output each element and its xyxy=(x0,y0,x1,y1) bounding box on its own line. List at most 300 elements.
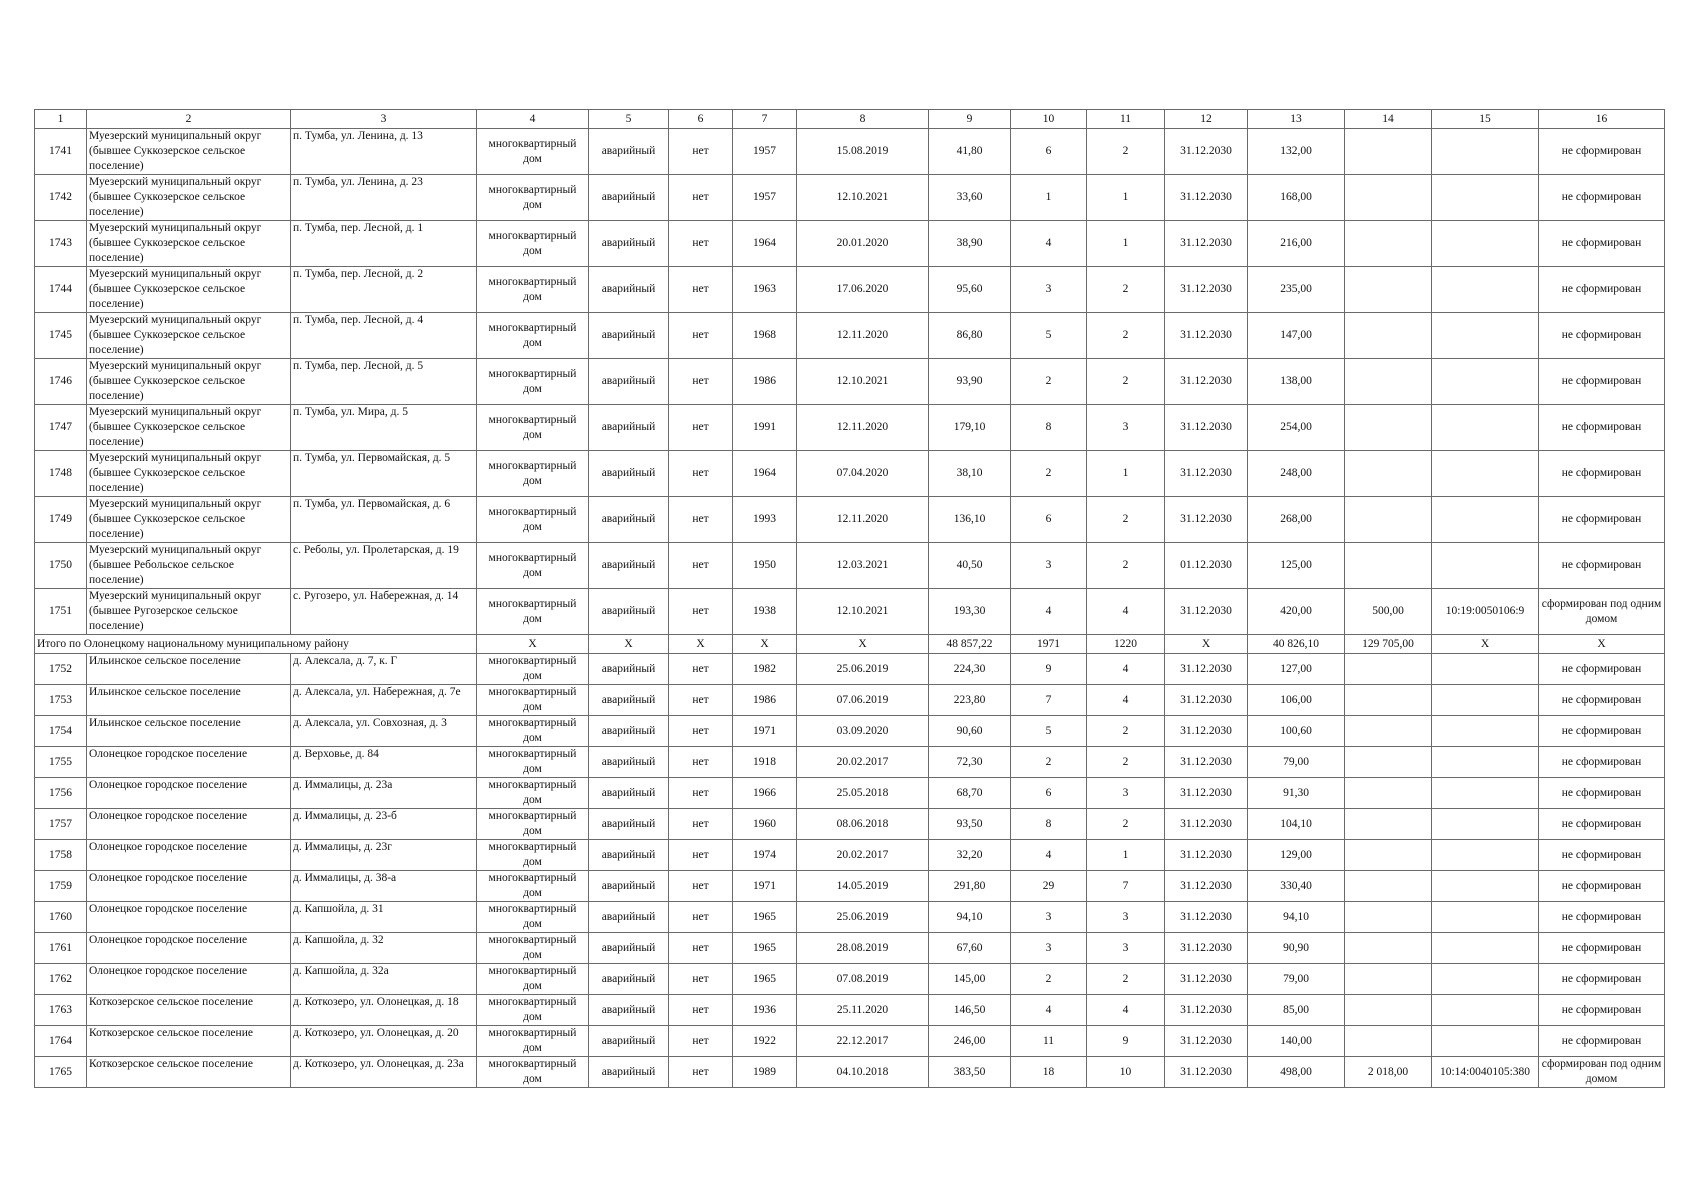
cell-c15 xyxy=(1432,654,1539,685)
cell-state: аварийный xyxy=(589,1026,669,1057)
cell-c11: 9 xyxy=(1087,1026,1165,1057)
cell-year: 1993 xyxy=(733,497,797,543)
cell-state: аварийный xyxy=(589,716,669,747)
column-number-cell: 11 xyxy=(1087,110,1165,129)
cell-n: 1755 xyxy=(35,747,87,778)
cell-c13: 216,00 xyxy=(1248,221,1345,267)
cell-c12: 31.12.2030 xyxy=(1165,840,1248,871)
cell-area: 146,50 xyxy=(929,995,1011,1026)
cell-n: 1743 xyxy=(35,221,87,267)
cell-c6: нет xyxy=(669,871,733,902)
cell-mun: Ильинское сельское поселение xyxy=(87,685,291,716)
cell-c14 xyxy=(1345,995,1432,1026)
cell-c15 xyxy=(1432,267,1539,313)
cell-state: аварийный xyxy=(589,313,669,359)
cell-date: 03.09.2020 xyxy=(797,716,929,747)
cell-c16: не сформирован xyxy=(1539,313,1665,359)
cell-c15 xyxy=(1432,778,1539,809)
cell-c13: 125,00 xyxy=(1248,543,1345,589)
table-row xyxy=(35,809,1665,840)
cell-c14 xyxy=(1345,451,1432,497)
cell-c16: не сформирован xyxy=(1539,267,1665,313)
cell-date: 20.02.2017 xyxy=(797,747,929,778)
cell-c13: 85,00 xyxy=(1248,995,1345,1026)
cell-year: 1938 xyxy=(733,589,797,635)
cell-c10: 5 xyxy=(1011,716,1087,747)
cell-c12: 31.12.2030 xyxy=(1165,809,1248,840)
housing-register-table xyxy=(34,109,1665,1088)
cell-c15 xyxy=(1432,405,1539,451)
cell-date: 07.08.2019 xyxy=(797,964,929,995)
cell-n: 1760 xyxy=(35,902,87,933)
cell-addr: д. Коткозеро, ул. Олонецкая, д. 23а xyxy=(291,1057,477,1088)
cell-c6: нет xyxy=(669,313,733,359)
cell-c11: 1 xyxy=(1087,451,1165,497)
cell-c16: не сформирован xyxy=(1539,871,1665,902)
cell-date: 22.12.2017 xyxy=(797,1026,929,1057)
cell-c13: 268,00 xyxy=(1248,497,1345,543)
cell-c6: нет xyxy=(669,543,733,589)
cell-c14 xyxy=(1345,543,1432,589)
cell-c12: 01.12.2030 xyxy=(1165,543,1248,589)
cell-date: 07.06.2019 xyxy=(797,685,929,716)
cell-c10: 2 xyxy=(1011,964,1087,995)
district-total-row xyxy=(35,635,1665,654)
cell-c16: не сформирован xyxy=(1539,716,1665,747)
column-number-cell: 12 xyxy=(1165,110,1248,129)
table-row xyxy=(35,840,1665,871)
cell-c13: 104,10 xyxy=(1248,809,1345,840)
table-row xyxy=(35,995,1665,1026)
cell-c16: не сформирован xyxy=(1539,995,1665,1026)
cell-c11: 2 xyxy=(1087,964,1165,995)
cell-date: 20.02.2017 xyxy=(797,840,929,871)
column-number-cell: 7 xyxy=(733,110,797,129)
cell-mun: Коткозерское сельское поселение xyxy=(87,995,291,1026)
cell-type: многоквартирный дом xyxy=(477,964,589,995)
cell-year: 1982 xyxy=(733,654,797,685)
cell-c13: 147,00 xyxy=(1248,313,1345,359)
cell-type: многоквартирный дом xyxy=(477,497,589,543)
cell-type: многоквартирный дом xyxy=(477,129,589,175)
cell-c10: 29 xyxy=(1011,871,1087,902)
cell-c12: 31.12.2030 xyxy=(1165,995,1248,1026)
cell-c16: не сформирован xyxy=(1539,543,1665,589)
table-row xyxy=(35,654,1665,685)
cell-area: 95,60 xyxy=(929,267,1011,313)
cell-addr: п. Тумба, пер. Лесной, д. 4 xyxy=(291,313,477,359)
cell-date: 20.01.2020 xyxy=(797,221,929,267)
cell-date: 25.06.2019 xyxy=(797,902,929,933)
cell-c11: 2 xyxy=(1087,313,1165,359)
cell-state: аварийный xyxy=(589,685,669,716)
cell-mun: Олонецкое городское поселение xyxy=(87,747,291,778)
cell-c13: 91,30 xyxy=(1248,778,1345,809)
cell-date: 17.06.2020 xyxy=(797,267,929,313)
cell-area: 224,30 xyxy=(929,654,1011,685)
cell-addr: с. Реболы, ул. Пролетарская, д. 19 xyxy=(291,543,477,589)
cell-type: многоквартирный дом xyxy=(477,175,589,221)
cell-area: 86,80 xyxy=(929,313,1011,359)
cell-area: 94,10 xyxy=(929,902,1011,933)
table-row xyxy=(35,175,1665,221)
total-cell-c14: 129 705,00 xyxy=(1345,635,1432,654)
cell-type: многоквартирный дом xyxy=(477,716,589,747)
cell-c15 xyxy=(1432,747,1539,778)
cell-c10: 8 xyxy=(1011,405,1087,451)
cell-c11: 3 xyxy=(1087,933,1165,964)
cell-area: 90,60 xyxy=(929,716,1011,747)
cell-c12: 31.12.2030 xyxy=(1165,497,1248,543)
cell-area: 38,10 xyxy=(929,451,1011,497)
cell-n: 1753 xyxy=(35,685,87,716)
cell-year: 1965 xyxy=(733,933,797,964)
column-number-cell: 16 xyxy=(1539,110,1665,129)
cell-c16: не сформирован xyxy=(1539,1026,1665,1057)
cell-c11: 3 xyxy=(1087,405,1165,451)
cell-type: многоквартирный дом xyxy=(477,543,589,589)
cell-n: 1741 xyxy=(35,129,87,175)
cell-addr: с. Ругозеро, ул. Набережная, д. 14 xyxy=(291,589,477,635)
cell-type: многоквартирный дом xyxy=(477,685,589,716)
cell-n: 1747 xyxy=(35,405,87,451)
cell-c11: 10 xyxy=(1087,1057,1165,1088)
cell-state: аварийный xyxy=(589,1057,669,1088)
cell-c13: 106,00 xyxy=(1248,685,1345,716)
cell-date: 12.10.2021 xyxy=(797,359,929,405)
cell-c15 xyxy=(1432,809,1539,840)
cell-type: многоквартирный дом xyxy=(477,451,589,497)
cell-c11: 1 xyxy=(1087,175,1165,221)
cell-c12: 31.12.2030 xyxy=(1165,778,1248,809)
table-row xyxy=(35,685,1665,716)
column-number-cell: 10 xyxy=(1011,110,1087,129)
cell-c10: 2 xyxy=(1011,359,1087,405)
cell-date: 15.08.2019 xyxy=(797,129,929,175)
cell-date: 04.10.2018 xyxy=(797,1057,929,1088)
cell-year: 1968 xyxy=(733,313,797,359)
cell-c11: 2 xyxy=(1087,809,1165,840)
cell-mun: Муезерский муниципальный округ (бывшее Суккозерское сельское поселение) xyxy=(87,405,291,451)
cell-state: аварийный xyxy=(589,359,669,405)
cell-year: 1957 xyxy=(733,129,797,175)
cell-n: 1754 xyxy=(35,716,87,747)
cell-c15 xyxy=(1432,451,1539,497)
cell-c13: 235,00 xyxy=(1248,267,1345,313)
cell-date: 12.10.2021 xyxy=(797,175,929,221)
cell-c16: не сформирован xyxy=(1539,405,1665,451)
cell-c10: 2 xyxy=(1011,451,1087,497)
cell-type: многоквартирный дом xyxy=(477,1026,589,1057)
column-number-cell: 4 xyxy=(477,110,589,129)
cell-c10: 3 xyxy=(1011,933,1087,964)
cell-mun: Муезерский муниципальный округ (бывшее Суккозерское сельское поселение) xyxy=(87,313,291,359)
cell-addr: д. Иммалицы, д. 23г xyxy=(291,840,477,871)
cell-c6: нет xyxy=(669,1057,733,1088)
cell-area: 41,80 xyxy=(929,129,1011,175)
cell-c16: не сформирован xyxy=(1539,840,1665,871)
cell-state: аварийный xyxy=(589,589,669,635)
cell-c15 xyxy=(1432,175,1539,221)
cell-addr: п. Тумба, пер. Лесной, д. 1 xyxy=(291,221,477,267)
cell-date: 08.06.2018 xyxy=(797,809,929,840)
cell-year: 1971 xyxy=(733,716,797,747)
cell-c11: 3 xyxy=(1087,778,1165,809)
column-number-cell: 9 xyxy=(929,110,1011,129)
cell-type: многоквартирный дом xyxy=(477,902,589,933)
cell-c14 xyxy=(1345,685,1432,716)
cell-c16: не сформирован xyxy=(1539,685,1665,716)
cell-c10: 4 xyxy=(1011,589,1087,635)
total-cell-c16: X xyxy=(1539,635,1665,654)
cell-state: аварийный xyxy=(589,654,669,685)
cell-c14 xyxy=(1345,809,1432,840)
cell-type: многоквартирный дом xyxy=(477,313,589,359)
total-cell-c10: 1971 xyxy=(1011,635,1087,654)
cell-c11: 4 xyxy=(1087,685,1165,716)
cell-n: 1748 xyxy=(35,451,87,497)
cell-date: 14.05.2019 xyxy=(797,871,929,902)
cell-addr: п. Тумба, ул. Ленина, д. 23 xyxy=(291,175,477,221)
total-cell-c8: X xyxy=(797,635,929,654)
cell-c16: не сформирован xyxy=(1539,747,1665,778)
cell-year: 1974 xyxy=(733,840,797,871)
cell-state: аварийный xyxy=(589,995,669,1026)
cell-mun: Олонецкое городское поселение xyxy=(87,871,291,902)
cell-area: 40,50 xyxy=(929,543,1011,589)
cell-type: многоквартирный дом xyxy=(477,933,589,964)
cell-c12: 31.12.2030 xyxy=(1165,451,1248,497)
cell-type: многоквартирный дом xyxy=(477,840,589,871)
cell-n: 1765 xyxy=(35,1057,87,1088)
cell-mun: Муезерский муниципальный округ (бывшее Ребольское сельское поселение) xyxy=(87,543,291,589)
cell-c15 xyxy=(1432,685,1539,716)
cell-mun: Муезерский муниципальный округ (бывшее Суккозерское сельское поселение) xyxy=(87,359,291,405)
cell-n: 1750 xyxy=(35,543,87,589)
cell-c6: нет xyxy=(669,221,733,267)
cell-n: 1752 xyxy=(35,654,87,685)
cell-addr: д. Иммалицы, д. 23а xyxy=(291,778,477,809)
cell-c13: 138,00 xyxy=(1248,359,1345,405)
cell-c14 xyxy=(1345,902,1432,933)
cell-c12: 31.12.2030 xyxy=(1165,871,1248,902)
cell-n: 1763 xyxy=(35,995,87,1026)
cell-c10: 3 xyxy=(1011,543,1087,589)
total-cell-c7: X xyxy=(733,635,797,654)
table-row xyxy=(35,129,1665,175)
table-row xyxy=(35,902,1665,933)
cell-area: 72,30 xyxy=(929,747,1011,778)
cell-c6: нет xyxy=(669,716,733,747)
cell-area: 32,20 xyxy=(929,840,1011,871)
table-row xyxy=(35,497,1665,543)
cell-c6: нет xyxy=(669,685,733,716)
cell-type: многоквартирный дом xyxy=(477,1057,589,1088)
cell-c12: 31.12.2030 xyxy=(1165,267,1248,313)
total-cell-c4: X xyxy=(477,635,589,654)
cell-addr: п. Тумба, ул. Мира, д. 5 xyxy=(291,405,477,451)
cell-state: аварийный xyxy=(589,175,669,221)
cell-c10: 8 xyxy=(1011,809,1087,840)
cell-c11: 3 xyxy=(1087,902,1165,933)
cell-mun: Олонецкое городское поселение xyxy=(87,933,291,964)
cell-c10: 11 xyxy=(1011,1026,1087,1057)
cell-c10: 7 xyxy=(1011,685,1087,716)
cell-mun: Коткозерское сельское поселение xyxy=(87,1026,291,1057)
cell-c10: 4 xyxy=(1011,840,1087,871)
column-number-cell: 6 xyxy=(669,110,733,129)
cell-c6: нет xyxy=(669,451,733,497)
cell-area: 291,80 xyxy=(929,871,1011,902)
cell-c12: 31.12.2030 xyxy=(1165,129,1248,175)
total-cell-c13: 40 826,10 xyxy=(1248,635,1345,654)
cell-c6: нет xyxy=(669,778,733,809)
cell-addr: д. Иммалицы, д. 23-б xyxy=(291,809,477,840)
cell-state: аварийный xyxy=(589,964,669,995)
table-row xyxy=(35,1026,1665,1057)
cell-c12: 31.12.2030 xyxy=(1165,359,1248,405)
cell-c6: нет xyxy=(669,129,733,175)
cell-area: 179,10 xyxy=(929,405,1011,451)
table-row xyxy=(35,451,1665,497)
cell-n: 1749 xyxy=(35,497,87,543)
cell-area: 246,00 xyxy=(929,1026,1011,1057)
cell-c16: не сформирован xyxy=(1539,451,1665,497)
cell-addr: п. Тумба, ул. Первомайская, д. 5 xyxy=(291,451,477,497)
cell-year: 1964 xyxy=(733,221,797,267)
cell-c16: не сформирован xyxy=(1539,933,1665,964)
table-row xyxy=(35,543,1665,589)
cell-c12: 31.12.2030 xyxy=(1165,964,1248,995)
cell-type: многоквартирный дом xyxy=(477,405,589,451)
cell-c11: 2 xyxy=(1087,129,1165,175)
cell-date: 12.11.2020 xyxy=(797,405,929,451)
cell-c6: нет xyxy=(669,809,733,840)
cell-c13: 330,40 xyxy=(1248,871,1345,902)
table-row xyxy=(35,405,1665,451)
cell-c12: 31.12.2030 xyxy=(1165,747,1248,778)
cell-type: многоквартирный дом xyxy=(477,871,589,902)
cell-c6: нет xyxy=(669,175,733,221)
cell-date: 25.05.2018 xyxy=(797,778,929,809)
cell-year: 1960 xyxy=(733,809,797,840)
cell-mun: Олонецкое городское поселение xyxy=(87,778,291,809)
cell-n: 1761 xyxy=(35,933,87,964)
cell-state: аварийный xyxy=(589,405,669,451)
cell-c11: 1 xyxy=(1087,840,1165,871)
cell-state: аварийный xyxy=(589,543,669,589)
cell-c12: 31.12.2030 xyxy=(1165,1026,1248,1057)
cell-c14 xyxy=(1345,840,1432,871)
cell-c11: 4 xyxy=(1087,995,1165,1026)
cell-mun: Ильинское сельское поселение xyxy=(87,654,291,685)
cell-n: 1762 xyxy=(35,964,87,995)
cell-c6: нет xyxy=(669,995,733,1026)
cell-state: аварийный xyxy=(589,809,669,840)
cell-date: 12.03.2021 xyxy=(797,543,929,589)
cell-c10: 1 xyxy=(1011,175,1087,221)
cell-c10: 9 xyxy=(1011,654,1087,685)
cell-c16: не сформирован xyxy=(1539,221,1665,267)
table-row xyxy=(35,589,1665,635)
cell-c13: 420,00 xyxy=(1248,589,1345,635)
cell-c11: 2 xyxy=(1087,747,1165,778)
cell-type: многоквартирный дом xyxy=(477,995,589,1026)
cell-n: 1746 xyxy=(35,359,87,405)
total-cell-c9: 48 857,22 xyxy=(929,635,1011,654)
cell-area: 67,60 xyxy=(929,933,1011,964)
cell-c12: 31.12.2030 xyxy=(1165,902,1248,933)
column-number-cell: 13 xyxy=(1248,110,1345,129)
cell-addr: д. Верховье, д. 84 xyxy=(291,747,477,778)
cell-c12: 31.12.2030 xyxy=(1165,933,1248,964)
cell-addr: д. Коткозеро, ул. Олонецкая, д. 18 xyxy=(291,995,477,1026)
total-cell-c12: X xyxy=(1165,635,1248,654)
cell-c6: нет xyxy=(669,902,733,933)
cell-c6: нет xyxy=(669,405,733,451)
cell-mun: Муезерский муниципальный округ (бывшее Ругозерское сельское поселение) xyxy=(87,589,291,635)
cell-c15 xyxy=(1432,933,1539,964)
cell-c12: 31.12.2030 xyxy=(1165,1057,1248,1088)
cell-c15 xyxy=(1432,543,1539,589)
cell-date: 12.11.2020 xyxy=(797,313,929,359)
cell-area: 145,00 xyxy=(929,964,1011,995)
cell-c14 xyxy=(1345,654,1432,685)
cell-state: аварийный xyxy=(589,871,669,902)
cell-mun: Олонецкое городское поселение xyxy=(87,809,291,840)
column-number-row xyxy=(35,110,1665,129)
cell-c12: 31.12.2030 xyxy=(1165,221,1248,267)
cell-c15 xyxy=(1432,313,1539,359)
cell-state: аварийный xyxy=(589,840,669,871)
cell-n: 1751 xyxy=(35,589,87,635)
cell-c15 xyxy=(1432,840,1539,871)
cell-c15 xyxy=(1432,871,1539,902)
cell-c10: 5 xyxy=(1011,313,1087,359)
cell-c6: нет xyxy=(669,964,733,995)
cell-type: многоквартирный дом xyxy=(477,589,589,635)
cell-c16: сформирован под одним домом xyxy=(1539,589,1665,635)
district-total-label: Итого по Олонецкому национальному муниципальному району xyxy=(35,635,477,654)
cell-c13: 168,00 xyxy=(1248,175,1345,221)
cell-area: 223,80 xyxy=(929,685,1011,716)
cell-area: 38,90 xyxy=(929,221,1011,267)
cell-c13: 90,90 xyxy=(1248,933,1345,964)
cell-n: 1758 xyxy=(35,840,87,871)
cell-c13: 100,60 xyxy=(1248,716,1345,747)
table-row xyxy=(35,747,1665,778)
cell-c15 xyxy=(1432,497,1539,543)
cell-state: аварийный xyxy=(589,497,669,543)
cell-state: аварийный xyxy=(589,267,669,313)
cell-c10: 6 xyxy=(1011,497,1087,543)
cell-c15: 10:14:0040105:380 xyxy=(1432,1057,1539,1088)
cell-area: 193,30 xyxy=(929,589,1011,635)
cell-mun: Муезерский муниципальный округ (бывшее Суккозерское сельское поселение) xyxy=(87,221,291,267)
cell-mun: Муезерский муниципальный округ (бывшее Суккозерское сельское поселение) xyxy=(87,497,291,543)
cell-year: 1964 xyxy=(733,451,797,497)
cell-type: многоквартирный дом xyxy=(477,778,589,809)
cell-c6: нет xyxy=(669,840,733,871)
cell-addr: д. Капшойла, д. 32 xyxy=(291,933,477,964)
cell-n: 1757 xyxy=(35,809,87,840)
cell-addr: д. Алексала, ул. Набережная, д. 7е xyxy=(291,685,477,716)
cell-c6: нет xyxy=(669,267,733,313)
cell-c16: не сформирован xyxy=(1539,175,1665,221)
cell-c15 xyxy=(1432,129,1539,175)
cell-c14 xyxy=(1345,175,1432,221)
cell-c16: не сформирован xyxy=(1539,902,1665,933)
